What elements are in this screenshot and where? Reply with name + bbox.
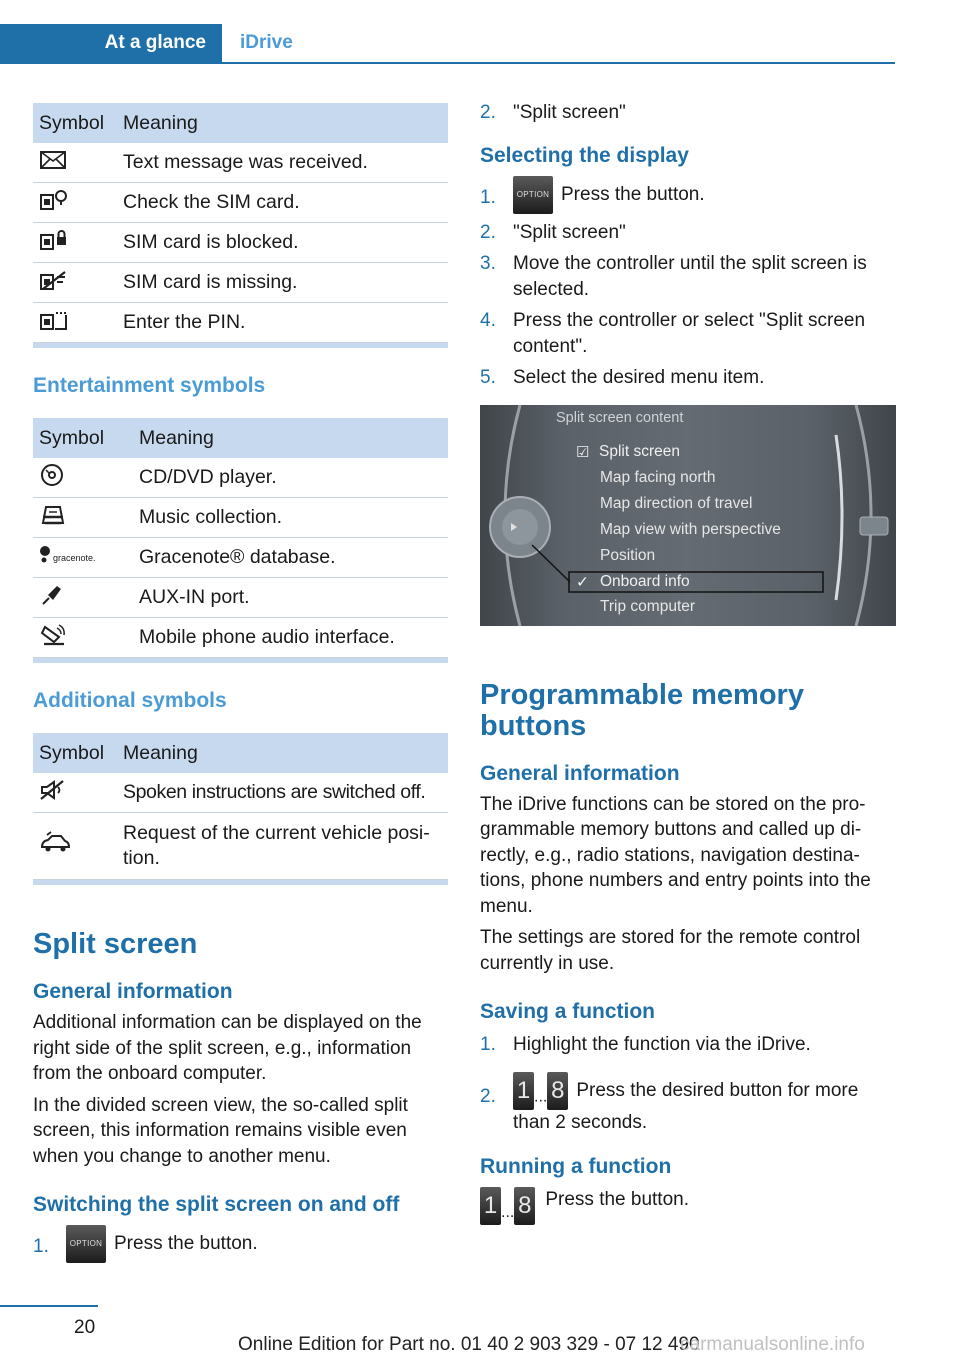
step-number: 1. bbox=[480, 1034, 496, 1055]
list-item bbox=[480, 251, 898, 302]
phone-audio-icon bbox=[39, 623, 67, 647]
meaning: SIM card is blocked. bbox=[117, 223, 448, 263]
table-row bbox=[33, 498, 448, 538]
table-row bbox=[33, 538, 448, 578]
meaning: Music collection. bbox=[133, 498, 448, 538]
list-item bbox=[480, 1032, 898, 1058]
additional-symbols-table bbox=[33, 733, 448, 880]
memory-para-2: The settings are stored for the remote control currently in use. bbox=[480, 927, 861, 974]
menu-item-label: Onboard info bbox=[600, 572, 690, 590]
step-number: 5. bbox=[480, 367, 496, 388]
memory-key-1-icon: 1 bbox=[480, 1187, 501, 1225]
switching-heading: Switching the split screen on and off bbox=[33, 1193, 400, 1216]
list-item bbox=[480, 100, 898, 126]
screen-menu-item[interactable]: Map direction of travel bbox=[600, 494, 753, 512]
memory-key-8-icon: 8 bbox=[547, 1072, 568, 1110]
table-row bbox=[33, 458, 448, 498]
left-column bbox=[33, 103, 448, 1269]
table-end-bar bbox=[33, 880, 448, 885]
running-heading: Running a function bbox=[480, 1155, 672, 1178]
meaning: Check the SIM card. bbox=[117, 183, 448, 223]
meaning: Enter the PIN. bbox=[117, 303, 448, 343]
footer-rule bbox=[0, 1305, 98, 1307]
option-button-icon: OPTION bbox=[513, 176, 553, 214]
svg-text:gracenote.: gracenote. bbox=[53, 552, 96, 563]
table-end-bar bbox=[33, 658, 448, 663]
col-meaning: Meaning bbox=[117, 733, 448, 773]
step-text: Move the controller until the split screen is selected. bbox=[513, 253, 867, 300]
page-number: 20 bbox=[74, 1317, 96, 1338]
header-bar bbox=[0, 24, 895, 64]
sim-check-icon bbox=[39, 189, 69, 211]
ellipsis: ... bbox=[534, 1088, 548, 1105]
screen-menu-item[interactable]: Position bbox=[600, 546, 656, 564]
list-item bbox=[480, 308, 898, 359]
list-item bbox=[33, 1225, 448, 1263]
memory-key-1-icon: 1 bbox=[513, 1072, 534, 1110]
col-symbol: Symbol bbox=[33, 733, 117, 773]
saving-heading: Saving a function bbox=[480, 1000, 656, 1023]
step-text: "Split screen" bbox=[513, 221, 626, 243]
disc-icon bbox=[39, 463, 65, 487]
sim-locked-icon bbox=[39, 229, 69, 251]
checkmark-icon: ✓ bbox=[576, 573, 589, 591]
step-text: Press the desired button for more than 2 seconds. bbox=[513, 1079, 859, 1133]
vehicle-position-icon bbox=[39, 831, 71, 855]
meaning: Text message was received. bbox=[117, 143, 448, 183]
running-text-block bbox=[480, 1187, 898, 1225]
table-row bbox=[33, 263, 448, 303]
step-number: 2. bbox=[480, 1085, 496, 1107]
split-para-2: In the divided screen view, the so-called split screen, this information remains visible even when you change to another menu. bbox=[33, 1094, 408, 1167]
music-collection-icon bbox=[39, 503, 67, 527]
step-number: 3. bbox=[480, 253, 496, 274]
memory-para-1: The iDrive functions can be stored on the pro‐grammable memory buttons and called up di‐rectly, e.g., radio stations, navigation destina‐tions, phone numbers and entry points into the menu. bbox=[480, 793, 871, 917]
entertainment-symbols-table bbox=[33, 418, 448, 658]
ellipsis: ... bbox=[501, 1204, 515, 1221]
step-number: 4. bbox=[480, 310, 496, 331]
screen-frame-graphic bbox=[480, 405, 896, 626]
selecting-heading: Selecting the display bbox=[480, 143, 689, 167]
split-screen-title: Split screen bbox=[33, 928, 198, 960]
table-row bbox=[33, 183, 448, 223]
running-text: Press the button. bbox=[545, 1189, 689, 1210]
table-row bbox=[33, 813, 448, 880]
table-row bbox=[33, 303, 448, 343]
screen-menu-item[interactable]: Map facing north bbox=[600, 468, 716, 486]
aux-plug-icon bbox=[39, 583, 65, 607]
step-number: 2. bbox=[480, 102, 496, 123]
memory-general-heading: General information bbox=[480, 761, 680, 785]
split-para-1: Additional information can be displayed on the right side of the split screen, e.g., information from the onboard computer. bbox=[33, 1012, 422, 1084]
option-button-icon: OPTION bbox=[66, 1225, 106, 1263]
col-symbol: Symbol bbox=[33, 418, 133, 458]
list-item bbox=[480, 176, 898, 214]
step-text: Press the button. bbox=[114, 1233, 258, 1255]
step-text: Press the button. bbox=[561, 183, 705, 205]
entertainment-heading: Entertainment symbols bbox=[33, 374, 266, 397]
idrive-screen-image bbox=[480, 405, 896, 626]
meaning: Spoken instructions are switched off. bbox=[117, 773, 448, 813]
meaning: SIM card is missing. bbox=[117, 263, 448, 303]
general-info-heading: General information bbox=[33, 980, 233, 1003]
saving-steps bbox=[480, 1032, 898, 1135]
meaning: Request of the current vehicle posi‐ tion. bbox=[117, 813, 448, 880]
checkbox-checked-icon: ☑ bbox=[576, 443, 590, 461]
step-number: 1. bbox=[480, 186, 496, 208]
step-text: "Split screen" bbox=[513, 102, 626, 123]
table-row bbox=[33, 223, 448, 263]
meaning: Gracenote® database. bbox=[133, 538, 448, 578]
screen-title: Split screen content bbox=[556, 409, 684, 426]
table-row bbox=[33, 143, 448, 183]
gracenote-icon bbox=[39, 543, 101, 567]
table-row bbox=[33, 773, 448, 813]
memory-buttons-title: Programmable memory buttons bbox=[480, 678, 804, 742]
list-item bbox=[480, 1072, 898, 1136]
table-row bbox=[33, 578, 448, 618]
phone-symbols-table bbox=[33, 103, 448, 343]
col-symbol: Symbol bbox=[33, 103, 117, 143]
meaning: CD/DVD player. bbox=[133, 458, 448, 498]
step-text: Press the controller or select "Split screen content". bbox=[513, 310, 866, 357]
additional-heading: Additional symbols bbox=[33, 689, 227, 712]
tab-idrive[interactable]: iDrive bbox=[240, 32, 293, 53]
list-item bbox=[480, 220, 898, 246]
right-column bbox=[480, 100, 898, 1225]
menu-item-label: Split screen bbox=[599, 442, 680, 460]
meaning: Mobile phone audio interface. bbox=[133, 618, 448, 658]
switch-steps bbox=[33, 1225, 448, 1263]
step-text: Highlight the function via the iDrive. bbox=[513, 1034, 811, 1055]
table-row bbox=[33, 618, 448, 658]
watermark-text: carmanualsonline.info bbox=[680, 1334, 865, 1355]
select-steps bbox=[480, 176, 898, 391]
list-item bbox=[480, 365, 898, 391]
tab-at-a-glance[interactable]: At a glance bbox=[0, 24, 222, 62]
screen-menu-item[interactable]: Map view with perspective bbox=[600, 520, 781, 538]
pin-entry-icon bbox=[39, 309, 69, 331]
sim-missing-icon bbox=[39, 269, 69, 291]
meaning: AUX-IN port. bbox=[133, 578, 448, 618]
switch-steps-continued bbox=[480, 100, 898, 126]
edition-text: Online Edition for Part no. 01 40 2 903 329 - 07 12 490 bbox=[238, 1334, 700, 1355]
speaker-off-icon bbox=[39, 779, 67, 801]
step-text: Select the desired menu item. bbox=[513, 367, 765, 388]
step-number: 2. bbox=[480, 221, 496, 243]
memory-key-8-icon: 8 bbox=[514, 1187, 535, 1225]
col-meaning: Meaning bbox=[117, 103, 448, 143]
screen-menu-item[interactable]: Trip computer bbox=[600, 597, 696, 615]
envelope-icon bbox=[39, 150, 67, 170]
col-meaning: Meaning bbox=[133, 418, 448, 458]
step-number: 1. bbox=[33, 1236, 49, 1257]
table-end-bar bbox=[33, 343, 448, 348]
